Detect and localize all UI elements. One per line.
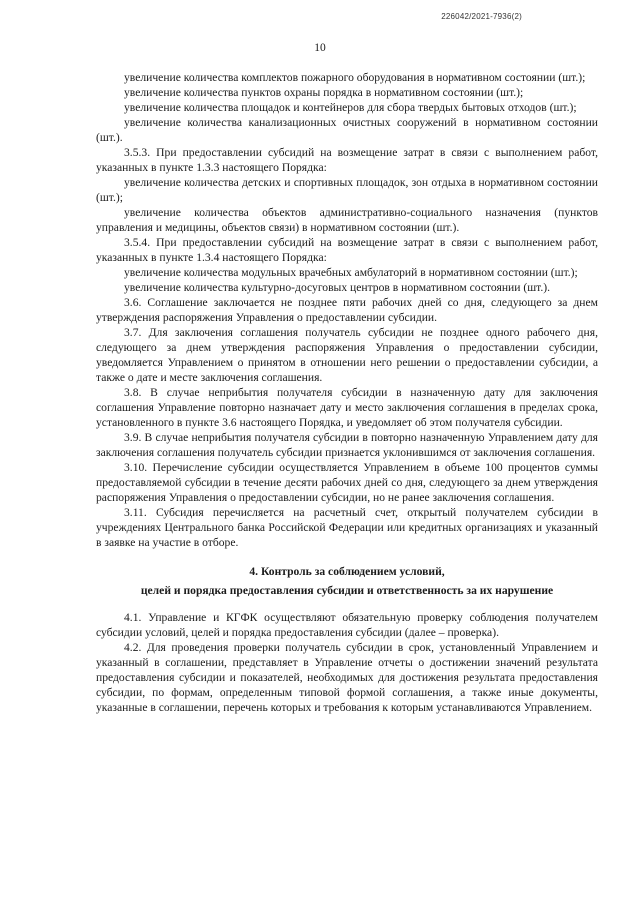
paragraph-3-6: 3.6. Соглашение заключается не позднее пяти рабочих дней со дня, следующего за днем утверждения распоряжения Управления о предоставлении субсидии.	[96, 296, 598, 324]
paragraph: увеличение количества пунктов охраны порядка в нормативном состоянии (шт.);	[124, 86, 524, 99]
paragraph-3-5-3: 3.5.3. При предоставлении субсидий на возмещение затрат в связи с выполнением работ, указанных в пункте 1.3.3 настоящего Порядка:	[96, 146, 598, 174]
paragraph: увеличение количества культурно-досуговых центров в нормативном состоянии (шт.).	[124, 281, 550, 294]
paragraph-3-9: 3.9. В случае неприбытия получателя субсидии в повторно назначенную Управлением дату для заключения соглашения получатель субсидии признается уклонившимся от заключения соглашения.	[96, 431, 598, 459]
paragraph: увеличение количества площадок и контейнеров для сбора твердых бытовых отходов (шт.);	[124, 101, 577, 114]
paragraph-3-11: 3.11. Субсидия перечисляется на расчетный счет, открытый получателем субсидии в учреждениях Центрального банка Российской Федерации или кредитных организациях и указанный в заявке на участие в отборе.	[96, 506, 598, 549]
paragraph: увеличение количества комплектов пожарного оборудования в нормативном состоянии (шт.);	[124, 71, 586, 84]
paragraph-3-8: 3.8. В случае неприбытия получателя субсидии в назначенную дату для заключения соглашения Управление повторно назначает дату и место заключения соглашения в пределах срока, установленного в пункте 3.6 настоящего Порядка, и уведомляет об этом получателя субсидии.	[96, 386, 598, 429]
paragraph: увеличение количества детских и спортивных площадок, зон отдыха в нормативном состоянии (шт.);	[96, 176, 598, 204]
page-number: 10	[314, 42, 326, 54]
paragraph: увеличение количества объектов административно-социального назначения (пунктов управления и медицины, объектов связи) в нормативном состоянии (шт.).	[96, 206, 598, 234]
paragraph-3-5-4: 3.5.4. При предоставлении субсидий на возмещение затрат в связи с выполнением работ, указанных в пункте 1.3.4 настоящего Порядка:	[96, 236, 598, 264]
paragraph-3-10: 3.10. Перечисление субсидии осуществляется Управлением в объеме 100 процентов суммы предоставляемой субсидии в течение десяти рабочих дней со дня, следующего за днем утверждения распоряжения Управления о предоставлении субсидии, но не ранее заключения соглашения.	[96, 461, 598, 504]
section-4-title-line-1: 4. Контроль за соблюдением условий,	[249, 565, 445, 578]
paragraph-3-7: 3.7. Для заключения соглашения получатель субсидии не позднее одного рабочего дня, следующего за днем утверждения распоряжения Управления о предоставлении субсидии, уведомляется Управлением о принятом в отношении него решении о предоставлении субсидии, а также о дате и месте заключения соглашения.	[96, 326, 598, 384]
paragraph: увеличение количества канализационных очистных сооружений в нормативном состоянии (шт.).	[96, 116, 598, 144]
document-id: 226042/2021-7936(2)	[441, 12, 522, 21]
paragraph-4-2: 4.2. Для проведения проверки получатель субсидии в срок, установленный Управлением и указанный в соглашении, представляет в Управление отчеты о достижении значений результата предоставления субсидии и показателей, необходимых для достижения результата предоставления субсидии, по формам, определенным типовой формой соглашения, а также иные документы, указанные в соглашении, перечень которых и требования к которым устанавливаются Управлением.	[96, 641, 598, 714]
section-4-title-line-2: целей и порядка предоставления субсидии и ответственность за их нарушение	[140, 584, 554, 597]
section-spacer	[96, 598, 598, 610]
paragraph-4-1: 4.1. Управление и КГФК осуществляют обязательную проверку соблюдения получателем субсидии условий, целей и порядка предоставления субсидии (далее – проверка).	[96, 611, 598, 639]
paragraph: увеличение количества модульных врачебных амбулаторий в нормативном состоянии (шт.);	[124, 266, 578, 279]
document-body	[96, 70, 598, 715]
